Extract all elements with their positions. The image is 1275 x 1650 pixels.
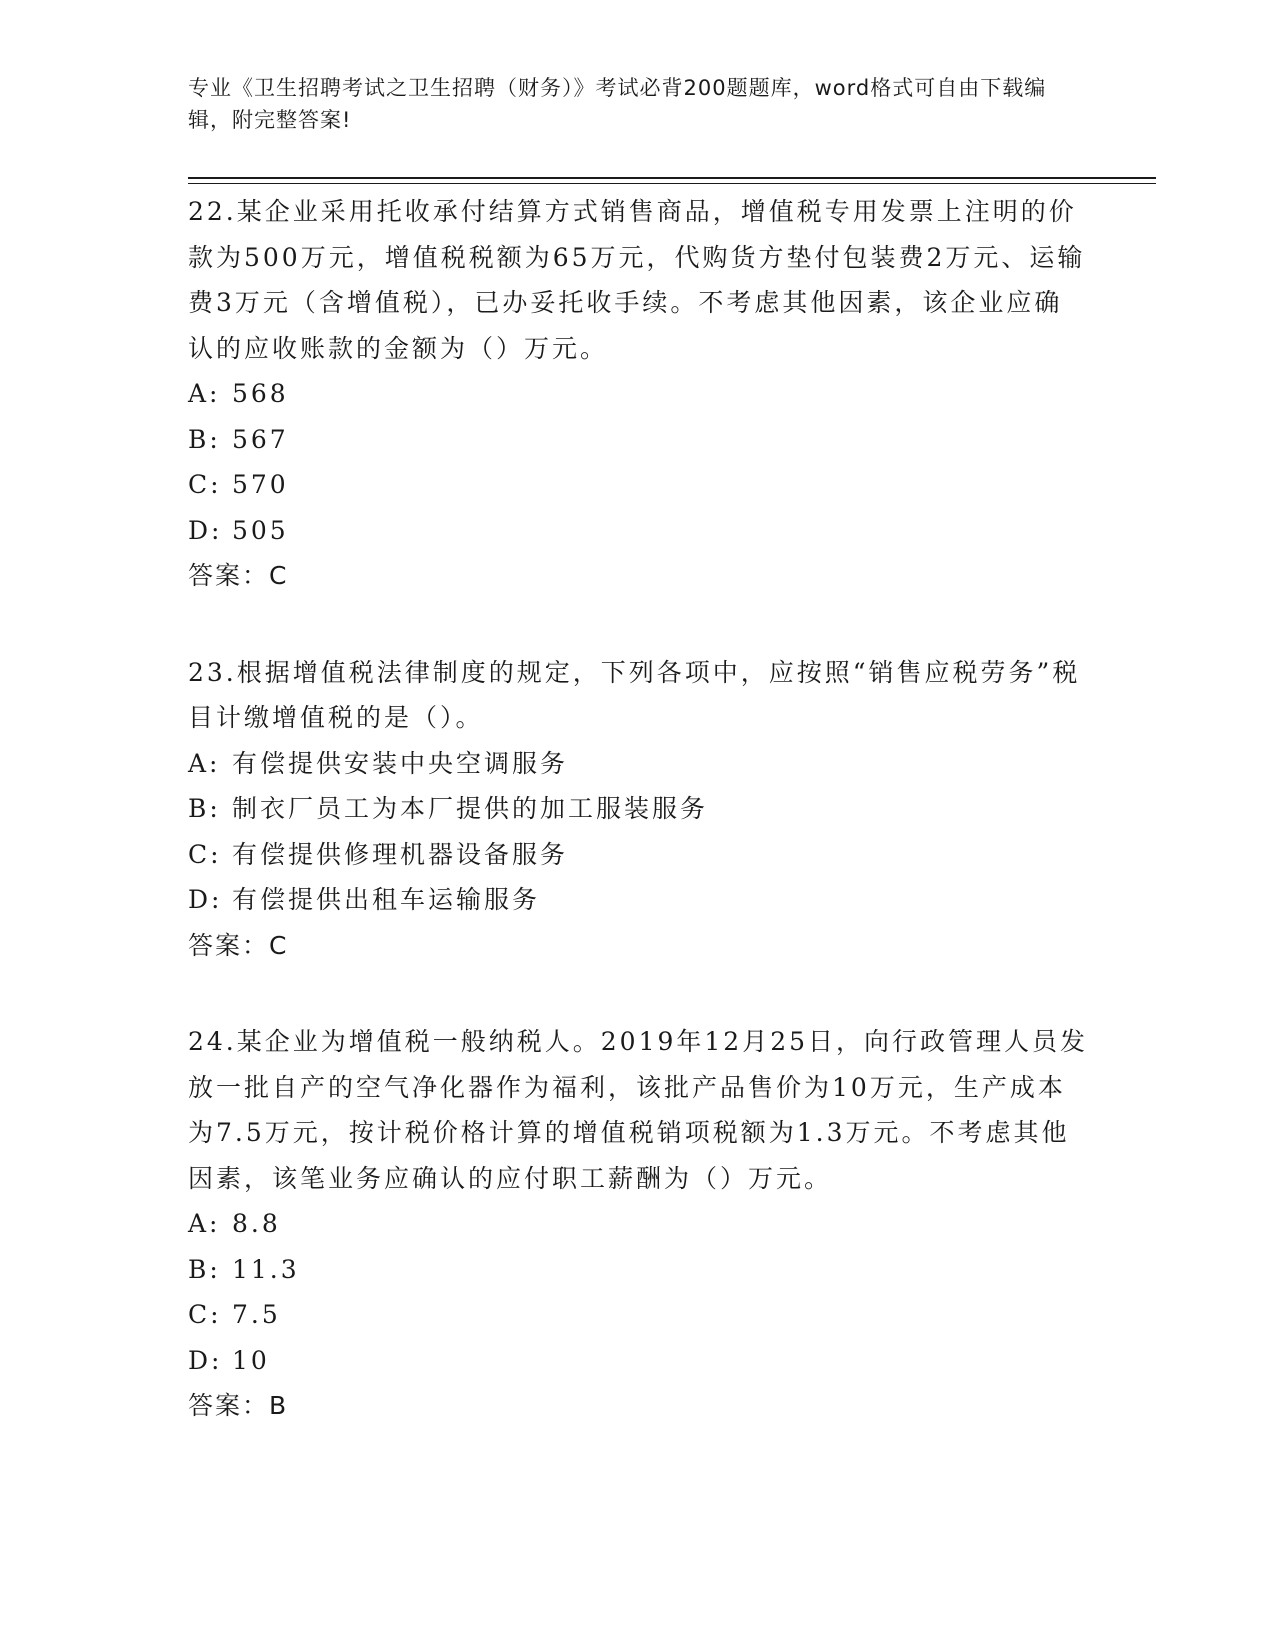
question-stem: 22.某企业采用托收承付结算方式销售商品，增值税专用发票上注明的价款为500万元，增值税税额为65万元，代购货方垫付包装费2万元、运输费3万元（含增值税），已办妥托收手续。不考虑其他因素，该企业应确认的应收账款的金额为（）万元。 (188, 197, 1086, 363)
question-24 (188, 1019, 1088, 1429)
option-letter: C: (188, 470, 222, 499)
document-header (188, 72, 1088, 136)
answer-line: 答案：B (188, 1391, 289, 1420)
option-letter: A: (188, 1209, 221, 1238)
option-b (188, 786, 1088, 832)
option-a (188, 371, 1088, 417)
option-text: 570 (232, 470, 289, 499)
option-c (188, 462, 1088, 508)
option-d (188, 877, 1088, 923)
option-text: 567 (232, 424, 289, 454)
question-23 (188, 650, 1088, 969)
option-a (188, 1201, 1088, 1247)
question-stem: 23.根据增值税法律制度的规定，下列各项中，应按照“销售应税劳务”税目计缴增值税的是（）。 (188, 657, 1081, 732)
option-d (188, 508, 1088, 554)
option-letter: C: (188, 839, 222, 869)
option-text: 制衣厂员工为本厂提供的加工服装服务 (232, 794, 709, 823)
option-text: 7.5 (232, 1300, 281, 1329)
option-letter: C: (188, 1300, 222, 1329)
option-b (188, 417, 1088, 463)
header-intro-text: 专业《卫生招聘考试之卫生招聘（财务）》考试必背200题题库，word格式可自由下载编辑，附完整答案! (188, 76, 1047, 132)
question-list (188, 189, 1088, 1480)
option-text: 568 (232, 379, 289, 408)
option-text: 10 (232, 1345, 270, 1375)
option-a (188, 741, 1088, 787)
option-c (188, 1292, 1088, 1338)
option-b (188, 1247, 1088, 1293)
option-letter: A: (188, 748, 221, 778)
question-22 (188, 189, 1088, 599)
header-divider-thick (188, 177, 1156, 179)
option-letter: B: (188, 424, 221, 454)
option-text: 有偿提供安装中央空调服务 (232, 748, 569, 778)
option-text: 有偿提供出租车运输服务 (232, 885, 541, 914)
option-text: 11.3 (232, 1254, 300, 1284)
option-letter: B: (188, 794, 221, 823)
option-letter: D: (188, 885, 223, 914)
answer-line: 答案：C (188, 561, 289, 590)
answer-line: 答案：C (188, 930, 289, 960)
option-letter: D: (188, 1345, 223, 1375)
option-letter: B: (188, 1254, 221, 1284)
option-letter: D: (188, 515, 223, 545)
option-d (188, 1338, 1088, 1384)
header-divider-thin (188, 183, 1156, 184)
option-text: 505 (232, 515, 289, 545)
option-letter: A: (188, 379, 221, 408)
option-c (188, 832, 1088, 878)
option-text: 有偿提供修理机器设备服务 (232, 839, 569, 869)
option-text: 8.8 (232, 1209, 281, 1238)
question-stem: 24.某企业为增值税一般纳税人。2019年12月25日，向行政管理人员发放一批自产的空气净化器作为福利，该批产品售价为10万元，生产成本为7.5万元，按计税价格计算的增值税销项税额为1.3万元。不考虑其他因素，该笔业务应确认的应付职工薪酬为（）万元。 (188, 1027, 1089, 1193)
